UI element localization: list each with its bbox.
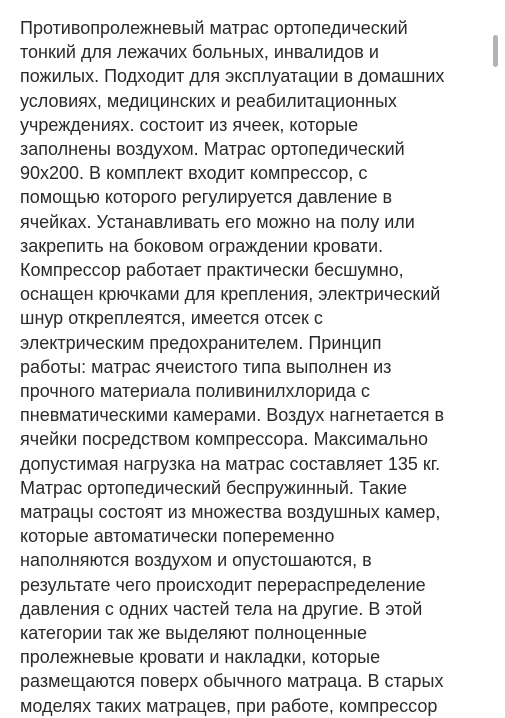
description-line: категории так же выделяют полноценные — [20, 623, 368, 644]
description-line: закрепить на боковом ограждении кровати. — [20, 235, 384, 256]
scrollbar-thumb[interactable] — [493, 35, 498, 67]
description-line: пожилых. Подходит для эксплуатации в домашних — [20, 66, 445, 87]
description-line: Матрас ортопедический беспружинный. Такие — [20, 477, 408, 498]
description-line: прочного материала поливинилхлорида с — [20, 381, 370, 402]
description-line: условиях, медицинских и реабилитационных — [20, 90, 397, 111]
description-line: давления с одних частей тела на другие. В этой — [20, 598, 423, 619]
description-line: ячейках. Устанавливать его можно на полу или — [20, 211, 415, 232]
description-line: оснащен крючками для крепления, электрический — [20, 284, 441, 305]
description-line: Противопролежневый матрас ортопедический — [20, 18, 408, 38]
description-line: матрацы состоят из множества воздушных камер, — [20, 502, 441, 523]
description-line: которые автоматически попеременно — [20, 526, 335, 547]
description-line: электрическим предохранителем. Принцип — [20, 332, 382, 353]
description-line: помощью которого регулируется давление в — [20, 187, 393, 208]
description-line: шнур откреплеятся, имеется отсек с — [20, 308, 323, 329]
description-line: размещаются поверх обычного матраца. В старых — [20, 671, 444, 692]
description-line: заполнены воздухом. Матрас ортопедический — [20, 139, 405, 160]
description-line: наполняются воздухом и опустошаются, в — [20, 550, 372, 571]
description-line: тонкий для лежачих больных, инвалидов и — [20, 42, 379, 63]
description-line: пневматическими камерами. Воздух нагнетается в — [20, 405, 445, 426]
description-line: моделях таких матрацев, при работе, компрессор — [20, 695, 438, 716]
description-line: работы: матрас ячеистого типа выполнен из — [20, 356, 392, 377]
product-description — [20, 16, 482, 718]
description-line: ячейки посредством компрессора. Максимально — [20, 429, 429, 450]
description-line: 90х200. В комплект входит компрессор, с — [20, 163, 368, 184]
description-line: пролежневые кровати и накладки, которые — [20, 647, 381, 668]
description-line: результате чего происходит перераспределение — [20, 574, 426, 595]
description-line: допустимая нагрузка на матрас составляет 135 кг. — [20, 453, 441, 474]
description-line: учреждениях. состоит из ячеек, которые — [20, 114, 359, 135]
description-line: Компрессор работает практически бесшумно, — [20, 260, 404, 281]
scrollbar[interactable] — [491, 0, 505, 699]
